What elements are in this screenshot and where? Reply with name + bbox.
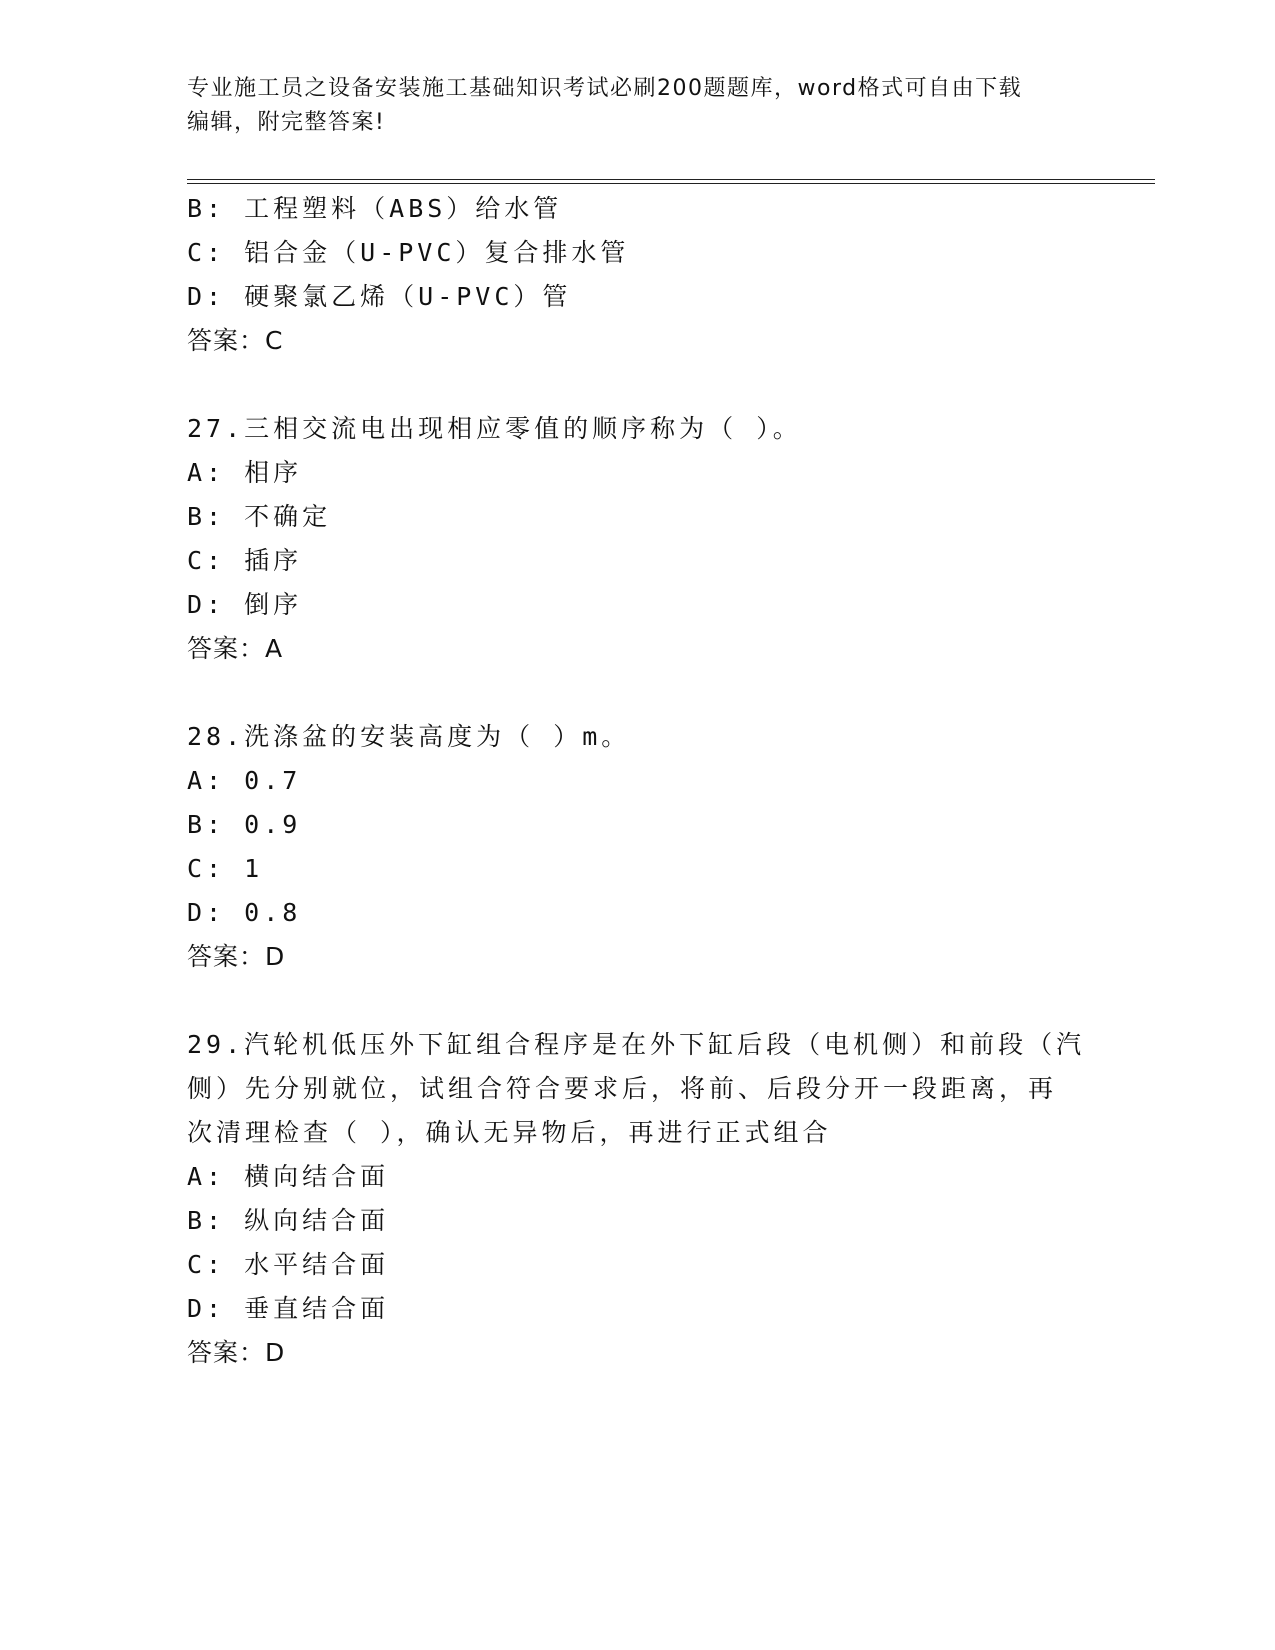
q29-answer: 答案：D — [187, 1338, 286, 1367]
q27-option-d: D: 倒序 — [187, 590, 303, 619]
header-divider-bottom — [187, 183, 1155, 184]
q28-option-a: A: 0.7 — [187, 766, 302, 795]
q29-question-line-3: 次清理检查（ ），确认无异物后，再进行正式组合 — [187, 1118, 832, 1147]
q26-option-d: D: 硬聚氯乙烯（U-PVC）管 — [187, 282, 572, 311]
q26-answer: 答案：C — [187, 326, 284, 355]
q26-option-b: B: 工程塑料（ABS）给水管 — [187, 194, 563, 223]
header-divider-top — [187, 179, 1155, 180]
q27-option-b: B: 不确定 — [187, 502, 332, 531]
q27-option-c: C: 插序 — [187, 546, 303, 575]
q29-option-c: C: 水平结合面 — [187, 1250, 390, 1279]
document-header — [187, 72, 1087, 140]
q26-option-c: C: 铝合金（U-PVC）复合排水管 — [187, 238, 630, 267]
q29-option-b: B: 纵向结合面 — [187, 1206, 390, 1235]
q29-option-a: A: 横向结合面 — [187, 1162, 390, 1191]
q28-question: 28.洗涤盆的安装高度为（ ）m。 — [187, 722, 631, 751]
header-line-1: 专业施工员之设备安装施工基础知识考试必刷200题题库，word格式可自由下载 — [187, 76, 1023, 101]
q29-option-d: D: 垂直结合面 — [187, 1294, 390, 1323]
q27-answer: 答案：A — [187, 634, 284, 663]
q28-option-d: D: 0.8 — [187, 898, 302, 927]
q28-option-b: B: 0.9 — [187, 810, 302, 839]
q29-question-line-1: 29.汽轮机低压外下缸组合程序是在外下缸后段（电机侧）和前段（汽 — [187, 1030, 1086, 1059]
q27-question: 27.三相交流电出现相应零值的顺序称为（ ）。 — [187, 414, 802, 443]
q29-question-line-2: 侧）先分别就位，试组合符合要求后，将前、后段分开一段距离，再 — [187, 1074, 1058, 1103]
q27-option-a: A: 相序 — [187, 458, 303, 487]
header-line-2: 编辑，附完整答案! — [187, 110, 386, 135]
q28-option-c: C: 1 — [187, 854, 264, 883]
q28-answer: 答案：D — [187, 942, 286, 971]
